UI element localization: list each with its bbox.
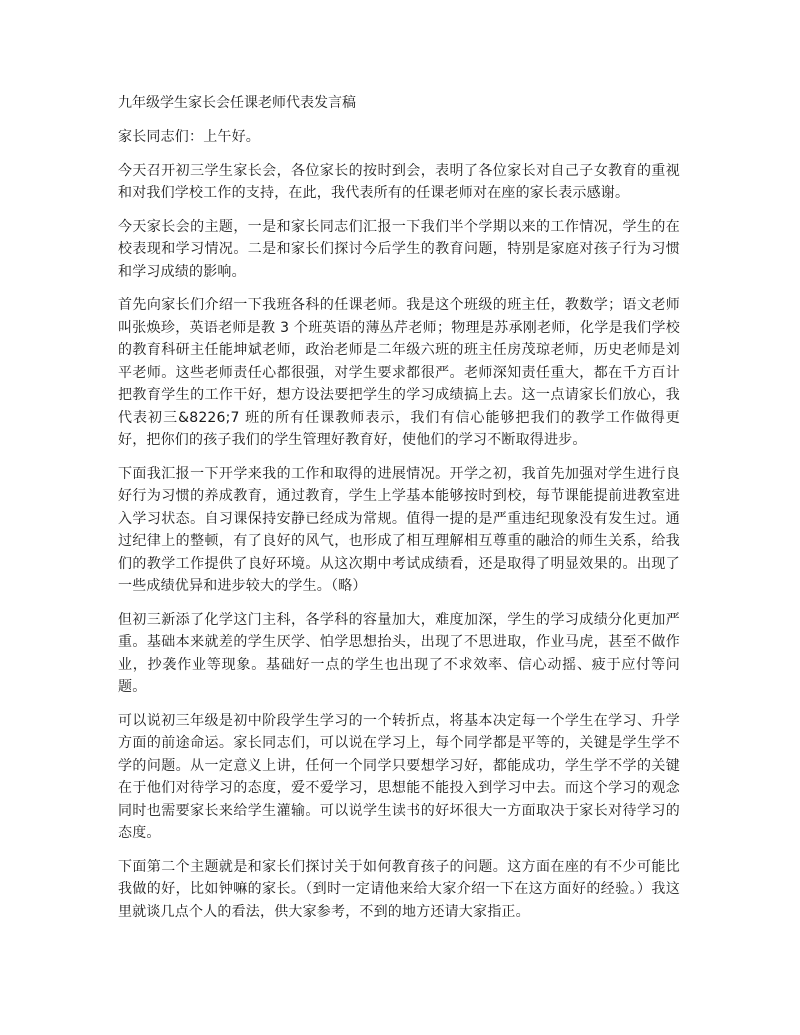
- paragraph-problems: 但初三新添了化学这门主科，各学科的容量加大，难度加深，学生的学习成绩分化更加严重。基础本来就差的学生厌学、怕学思想抬头，出现了不思进取，作业马虎，甚至不做作业，抄袭作业等现象。基础好一点的学生也出现了不求效率、信心动摇、疲于应付等问题。: [118, 611, 680, 695]
- paragraph-opening: 今天召开初三学生家长会，各位家长的按时到会，表明了各位家长对自己子女教育的重视和对我们学校工作的支持，在此，我代表所有的任课老师对在座的家长表示感谢。: [118, 162, 680, 201]
- paragraph-teachers: 首先向家长们介绍一下我班各科的任课老师。我是这个班级的班主任，教数学；语文老师叫张焕珍，英语老师是教 3 个班英语的薄丛芹老师；物理是苏承刚老师，化学是我们学校的教育科研主任能坤斌老师，政治老师是二年级六班的班主任房茂琼老师，历史老师是刘平老师。这些老师责任心都很强，对学生要求都很严。老师深知责任重大，都在千方百计把教育学生的工作干好，想方设法要把学生的学习成绩搞上去。这一点请家长们放心，我代表初三&8226;7 班的所有任课教师表示，我们有信心能够把我们的教学工作做得更好，把你们的孩子我们的学生管理好教育好，使他们的学习不断取得进步。: [118, 297, 680, 448]
- paragraph-theme: 今天家长会的主题，一是和家长同志们汇报一下我们半个学期以来的工作情况，学生的在校表现和学习情况。二是和家长们探讨今后学生的教育问题，特别是家庭对孩子行为习惯和学习成绩的影响。: [118, 218, 680, 280]
- paragraph-greeting: 家长同志们：上午好。: [118, 129, 260, 145]
- paragraph-progress: 下面我汇报一下开学来我的工作和取得的进展情况。开学之初，我首先加强对学生进行良好行为习惯的养成教育，通过教育，学生上学基本能够按时到校，每节课能提前进教室进入学习状态。自习课保持安静已经成为常规。值得一提的是严重违纪现象没有发生过。通过纪律上的整顿，有了良好的风气，也形成了相互理解相互尊重的融洽的师生关系，给我们的教学工作提供了良好环境。从这次期中考试成绩看，还是取得了明显效果的。出现了一些成绩优异和进步较大的学生。（略）: [118, 465, 680, 594]
- document-page: [118, 92, 680, 934]
- paragraph-turning-point: 可以说初三年级是初中阶段学生学习的一个转折点，将基本决定每一个学生在学习、升学方面的前途命运。家长同志们，可以说在学习上，每个同学都是平等的，关键是学生学不学的问题。从一定意义上讲，任何一个同学只要想学习好，都能成功，学生学不学的关键在于他们对待学习的态度，爱不爱学习，思想能不能投入到学习中去。而这个学习的观念同时也需要家长来给学生灌输。可以说学生读书的好坏很大一方面取决于家长对待学习的态度。: [118, 712, 680, 841]
- document-title: 九年级学生家长会任课老师代表发言稿: [118, 95, 356, 111]
- paragraph-second-theme: 下面第二个主题就是和家长们探讨关于如何教育孩子的问题。这方面在座的有不少可能比我做的好，比如钟嘛的家长。（到时一定请他来给大家介绍一下在这方面好的经验。）我这里就谈几点个人的看法，供大家参考，不到的地方还请大家指正。: [118, 858, 680, 920]
